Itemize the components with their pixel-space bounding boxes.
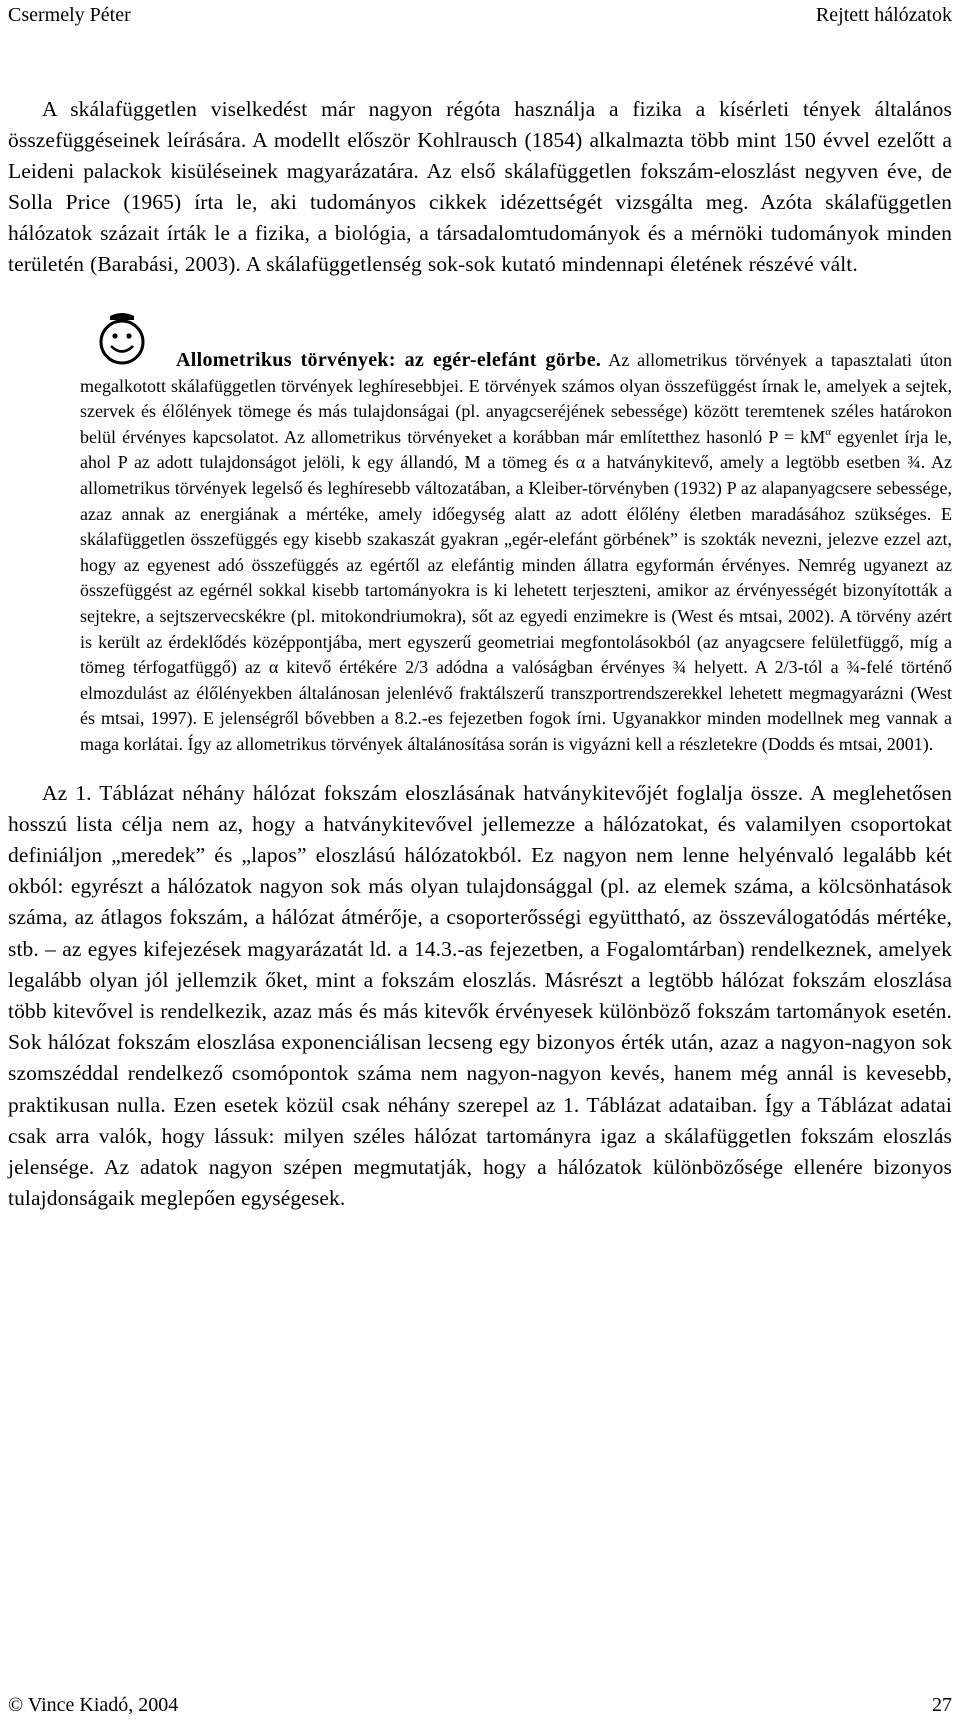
- box-text-part2: egyenlet írja le, ahol P az adott tulajdonságot jelöli, k egy állandó, M a tömeg és α a hatványkitevő, amely a legtöbb esetben ¾. Az allometrikus törvények legelső és leghíresebb változatában, a Kleiber-törvényben (1932) P az alapanyagcsere sebessége, azaz annak az energiának a mértéke, amely időegység alatt az adott élőlény életben maradásához szükséges. E skálafüggetlen összefüggés egy kisebb szakaszát gyakran „egér-elefánt görbének” is szokták nevezni, jelezve ezzel azt, hogy az egyenest adó összefüggés az egértől az elefántig minden állatra egyformán érvényes. Nemrég ugyanezt az összefüggést az egérnél sokkal kisebb tartományokra is ki lehetett terjeszteni, amikor az érvényességét bizonyították a sejtekre, a sejtszervecskékre (pl. mitokondriumokra), sőt az egyedi enzimekre is (West és mtsai, 2002). A törvény azért is került az érdeklődés középpontjába, mert egyszerű geometriai megfontolásokból (az anyagcsere felületfüggő, míg a tömeg térfogatfüggő) az α kitevő értékére 2/3 adódna a valóságban érvényes ¾ helyett. A 2/3-tól a ¾-felé történő elmozdulást az élőlényekben általánosan jelenlévő fraktálszerű transzportrendszerekkel lehetett megmagyarázni (West és mtsai, 1997). E jelenségről bővebben a 8.2.-es fejezetben fogok írni. Ugyanakkor minden modellnek meg vannak a maga korlátai. Így az allometrikus törvények általánosítása során is vigyázni kell a részletekre (Dodds és mtsai, 2001).: [80, 426, 952, 754]
- paragraph-table-intro: Az 1. Táblázat néhány hálózat fokszám eloszlásának hatványkitevőjét foglalja össze. A meglehetősen hosszú lista célja nem az, hogy a hatványkitevővel jellemezze a hálózatokat, és valamilyen csoportokat definiáljon „meredek” és „lapos” eloszlású hálózatokból. Ez nagyon nem lenne helyénvaló legalább két okból: egyrészt a hálózatok nagyon sok más olyan tulajdonsággal (pl. az elemek száma, a kölcsönhatások száma, az átlagos fokszám, a hálózat átmérője, a csoporterősségi együttható, az összeválogatódás mértéke, stb. – az egyes kifejezések magyarázatát ld. a 14.3.-as fejezetben, a Fogalomtárban) rendelkeznek, amelyek legalább olyan jól jellemzik őket, mint a fokszám eloszlás. Másrészt a legtöbb hálózat fokszám eloszlása több kitevővel is rendelkezik, azaz más és más kitevők érvényesek különböző fokszám tartományok esetén. Sok hálózat fokszám eloszlása exponenciálisan lecseng egy bizonyos érték után, azaz a nagyon-nagyon sok szomszéddal rendelkező csomópontok száma nem nagyon-nagyon kevés, hanem még annál is kevesebb, praktikusan nulla. Ezen esetek közül csak néhány szerepel az 1. Táblázat adataiban. Így a Táblázat adatai csak arra valók, hogy lássuk: milyen széles hálózat tartományra igaz a skálafüggetlen fokszám eloszlás jelensége. Az adatok nagyon szépen megmutatják, hogy a hálózatok különbözősége ellenére bizonyos tulajdonságaik meglepően egységesek.: [8, 780, 952, 1211]
- page-number: 27: [932, 1694, 952, 1716]
- box-text-part1: Az allometrikus törvények a tapasztalati úton megalkotott skálafüggetlen törvények leghíresebbjei. E törvények számos olyan összefüggést írnak le, amelyek a sejtek, szervek és élőlények tömege és más tulajdonságai (pl. anyagcseréjének sebessége) között teremtenek széles határokon belül érvényes kapcsolatot. Az allometrikus törvényeket a korábban már említetthez hasonló P = kM: [80, 350, 952, 447]
- running-header: [8, 2, 952, 32]
- smiley-icon: [96, 310, 148, 366]
- exponent-alpha: α: [825, 425, 831, 438]
- header-book-title: Rejtett hálózatok: [815, 4, 952, 26]
- page-body: [8, 94, 952, 1214]
- header-author: Csermely Péter: [8, 4, 131, 26]
- box-title: Allometrikus törvények: az egér-elefánt görbe.: [176, 349, 602, 371]
- allometric-laws-text: [80, 328, 952, 758]
- allometric-laws-box: [80, 328, 952, 758]
- running-footer: [8, 1692, 952, 1720]
- paragraph-scale-free-history: A skálafüggetlen viselkedést már nagyon régóta használja a fizika a kísérleti tények általános összefüggéseinek leírására. A modellt először Kohlrausch (1854) alkalmazta több mint 150 évvel ezelőtt a Leideni palackok kisüléseinek magyarázatára. Az első skálafüggetlen fokszám-eloszlást negyven éve, de Solla Price (1965) írta le, aki tudományos cikkek idézettségét vizsgálta meg. Azóta skálafüggetlen hálózatok százait írták le a fizika, a biológia, a társadalomtudományok és a mérnöki tudományok minden területén (Barabási, 2003). A skálafüggetlenség sok-sok kutató mindennapi életének részévé vált.: [8, 97, 952, 276]
- footer-publisher: © Vince Kiadó, 2004: [8, 1694, 179, 1716]
